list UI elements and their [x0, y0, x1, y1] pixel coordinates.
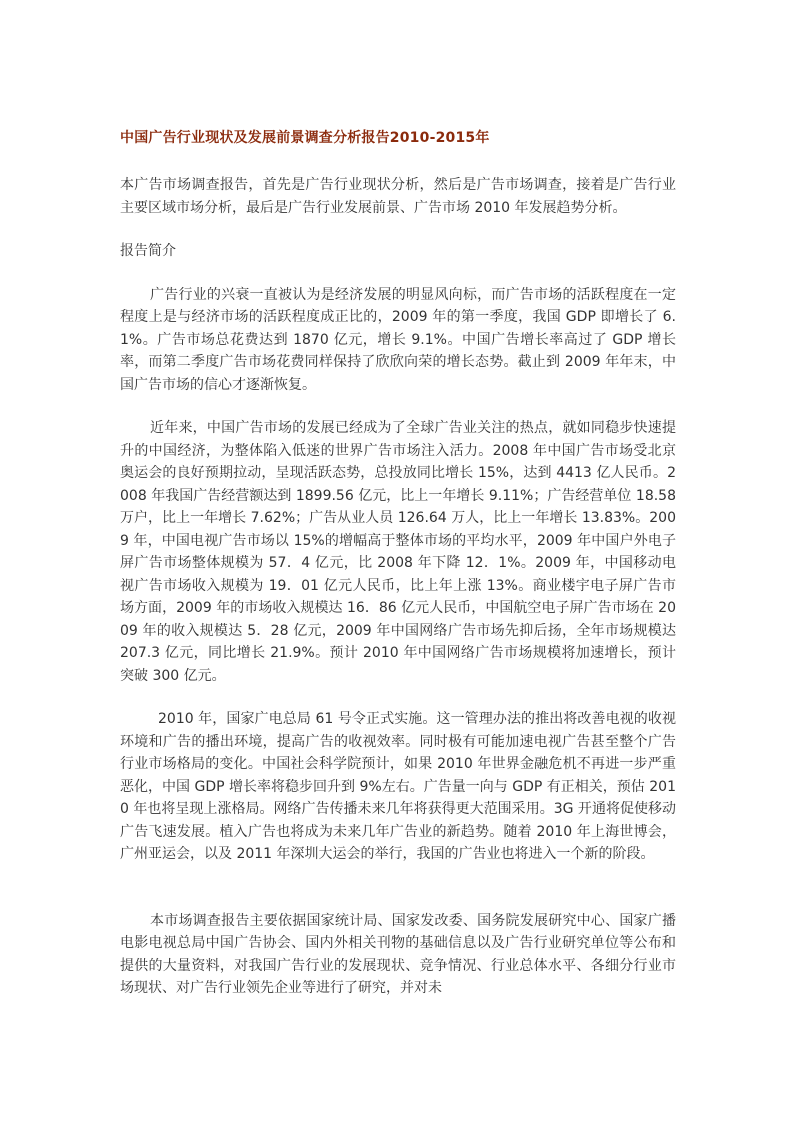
section-label: 报告简介 [120, 243, 176, 259]
intro-paragraph: 本广告市场调查报告，首先是广告行业现状分析，然后是广告市场调查，接着是广告行业主要区域市场分析，最后是广告行业发展前景、广告市场 2010 年发展趋势分析。 [120, 177, 676, 216]
report-title: 中国广告行业现状及发展前景调查分析报告2010-2015年 [120, 130, 490, 146]
document-page [120, 128, 676, 1021]
body-paragraph-3: 2010 年，国家广电总局 61 号令正式实施。这一管理办法的推出将改善电视的收视环境和广告的播出环境，提高广告的收视效率。同时极有可能加速电视广告甚至整个广告行业市场格局的变化。中国社会科学院预计，如果 2010 年世界金融危机不再进一步严重恶化，中国 GDP 增长率将稳步回升到 9%左右。广告量一向与 GDP 有正相关，预估 2010 年也将呈现上涨格局。网络广告传播未来几年将获得更大范围采用。3G 开通将促使移动广告飞速发展。植入广告也将成为未来几年广告业的新趋势。随着 2010 年上海世博会，广州亚运会，以及 2011 年深圳大运会的举行，我国的广告业也将进入一个新的阶段。 [120, 711, 676, 862]
body-paragraph-2: 近年来，中国广告市场的发展已经成为了全球广告业关注的热点，就如同稳步快速提升的中国经济，为整体陷入低迷的世界广告市场注入活力。2008 年中国广告市场受北京奥运会的良好预期拉动，呈现活跃态势，总投放同比增长 15%，达到 4413 亿人民币。2008 年我国广告经营额达到 1899.56 亿元，比上一年增长 9.11%；广告经营单位 18.58 万户，比上一年增长 7.62%；广告从业人员 126.64 万人，比上一年增长 13.83%。2009 年，中国电视广告市场以 15%的增幅高于整体市场的平均水平，2009 年中国户外电子屏广告市场整体规模为 57．4 亿元，比 2008 年下降 12．1%。2009 年，中国移动电视广告市场收入规模为 19．01 亿元人民币，比上年上涨 13%。商业楼宇电子屏广告市场方面，2009 年的市场收入规模达 16．86 亿元人民币，中国航空电子屏广告市场在 2009 年的收入规模达 5．28 亿元，2009 年中国网络广告市场先抑后扬，全年市场规模达 207.3 亿元，同比增长 21.9%。预计 2010 年中国网络广告市场规模将加速增长，预计突破 300 亿元。 [120, 420, 676, 684]
body-paragraph-4: 本市场调查报告主要依据国家统计局、国家发改委、国务院发展研究中心、国家广播电影电视总局中国广告协会、国内外相关刊物的基础信息以及广告行业研究单位等公布和提供的大量资料，对我国广告行业的发展现状、竞争情况、行业总体水平、各细分行业市场现状、对广告行业领先企业等进行了研究，并对未 [120, 912, 676, 996]
body-paragraph-1: 广告行业的兴衰一直被认为是经济发展的明显风向标，而广告市场的活跃程度在一定程度上是与经济市场的活跃程度成正比的，2009 年的第一季度，我国 GDP 即增长了 6.1%。广告市场总花费达到 1870 亿元，增长 9.1%。中国广告增长率高过了 GDP 增长率，而第二季度广告市场花费同样保持了欣欣向荣的增长态势。截止到 2009 年年末，中国广告市场的信心才逐渐恢复。 [120, 286, 676, 393]
